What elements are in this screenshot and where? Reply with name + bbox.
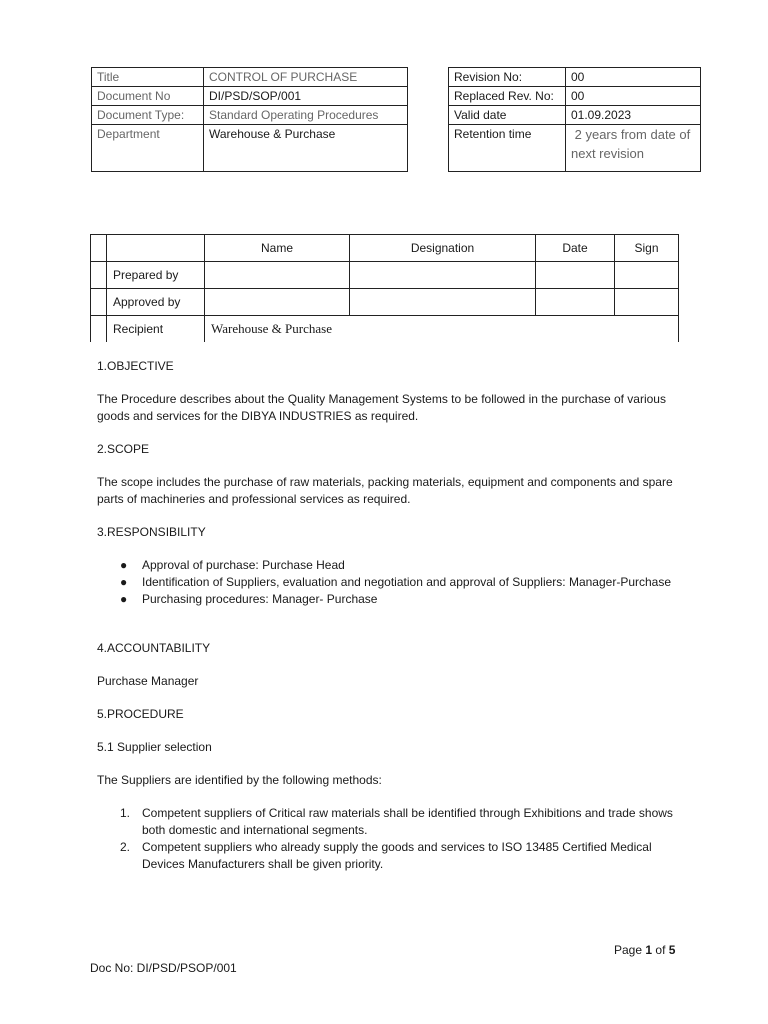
recipient-label: Recipient [107,316,205,343]
footer-doc-no: Doc No: DI/PSD/PSOP/001 [90,961,237,975]
column-header-designation: Designation [350,235,536,262]
table-row [92,87,408,106]
table-header-row [91,235,679,262]
replaced-rev-label: Replaced Rev. No: [449,87,566,106]
title-value: CONTROL OF PURCHASE [204,68,408,87]
bullet-icon: ● [120,558,128,572]
table-row [92,125,408,172]
page-total: 5 [668,943,676,957]
blank-cell [107,235,205,262]
column-header-name: Name [205,235,350,262]
title-label: Title [92,68,204,87]
replaced-rev-value: 00 [566,87,701,106]
scope-text: The scope includes the purchase of raw materials, packing materials, equipment and components and spare parts of machineries and professional services as required. [97,475,673,506]
list-number: 1. [120,806,131,820]
table-row [91,262,679,289]
list-item-text: Identification of Suppliers, evaluation and negotiation and approval of Suppliers: Manager-Purchase [142,575,672,589]
list-item-text: Competent suppliers who already supply the goods and services to ISO 13485 Certified Medical Devices Manufacturers shall be given priority. [142,840,652,871]
retention-time-label: Retention time [449,125,566,172]
document-body [97,358,677,873]
accountability-text: Purchase Manager [97,674,199,688]
objective-text: The Procedure describes about the Quality Management Systems to be followed in the purchase of various goods and services for the DIBYA INDUSTRIES as required. [97,392,666,423]
list-item [120,839,677,873]
section-heading-scope: 2.SCOPE [97,442,150,456]
signoff-table [90,234,679,342]
column-header-date: Date [536,235,615,262]
column-header-sign: Sign [615,235,679,262]
document-info-table [91,67,408,172]
document-type-value: Standard Operating Procedures [204,106,408,125]
revision-no-label: Revision No: [449,68,566,87]
retention-time-text: 2 years from date of next revision [571,127,691,161]
list-item [120,591,677,608]
section-heading-responsibility: 3.RESPONSIBILITY [97,525,206,539]
list-item-text: Purchasing procedures: Manager- Purchase [142,592,378,606]
document-no-value: DI/PSD/SOP/001 [204,87,408,106]
document-type-label: Document Type: [92,106,204,125]
responsibility-list [97,557,677,608]
prepared-by-date [536,262,615,289]
subsection-heading-supplier-selection: 5.1 Supplier selection [97,740,212,754]
supplier-methods-list [97,805,677,873]
department-value: Warehouse & Purchase [204,125,408,172]
bullet-icon: ● [120,575,128,589]
table-row [91,316,679,343]
approved-by-name [205,289,350,316]
section-heading-accountability: 4.ACCOUNTABILITY [97,641,211,655]
page-number [614,943,675,957]
prepared-by-label: Prepared by [107,262,205,289]
recipient-value: Warehouse & Purchase [205,316,679,343]
table-row [92,106,408,125]
bullet-icon: ● [120,592,128,606]
table-row [449,106,701,125]
blank-cell [91,235,107,262]
approved-by-date [536,289,615,316]
table-row [449,68,701,87]
table-row [92,68,408,87]
list-item [120,557,677,574]
department-label: Department [92,125,204,172]
approved-by-designation [350,289,536,316]
prepared-by-name [205,262,350,289]
approved-by-sign [615,289,679,316]
page-label: Page [614,943,643,957]
prepared-by-designation [350,262,536,289]
revision-info-table [448,67,701,172]
page-current: 1 [645,943,653,957]
blank-cell [91,289,107,316]
section-heading-procedure: 5.PROCEDURE [97,707,184,721]
procedure-intro: The Suppliers are identified by the following methods: [97,773,382,787]
blank-cell [91,262,107,289]
list-number: 2. [120,840,131,854]
table-row [449,125,701,172]
list-item [120,805,677,839]
page-of: of [655,943,666,957]
table-row [91,289,679,316]
approved-by-label: Approved by [107,289,205,316]
list-item-text: Approval of purchase: Purchase Head [142,558,345,572]
list-item [120,574,677,591]
retention-time-value [566,125,701,172]
list-item-text: Competent suppliers of Critical raw materials shall be identified through Exhibitions and trade shows both domestic and international segments. [142,806,673,837]
blank-cell [91,316,107,343]
prepared-by-sign [615,262,679,289]
document-no-label: Document No [92,87,204,106]
valid-date-value: 01.09.2023 [566,106,701,125]
valid-date-label: Valid date [449,106,566,125]
revision-no-value: 00 [566,68,701,87]
section-heading-objective: 1.OBJECTIVE [97,359,174,373]
table-row [449,87,701,106]
